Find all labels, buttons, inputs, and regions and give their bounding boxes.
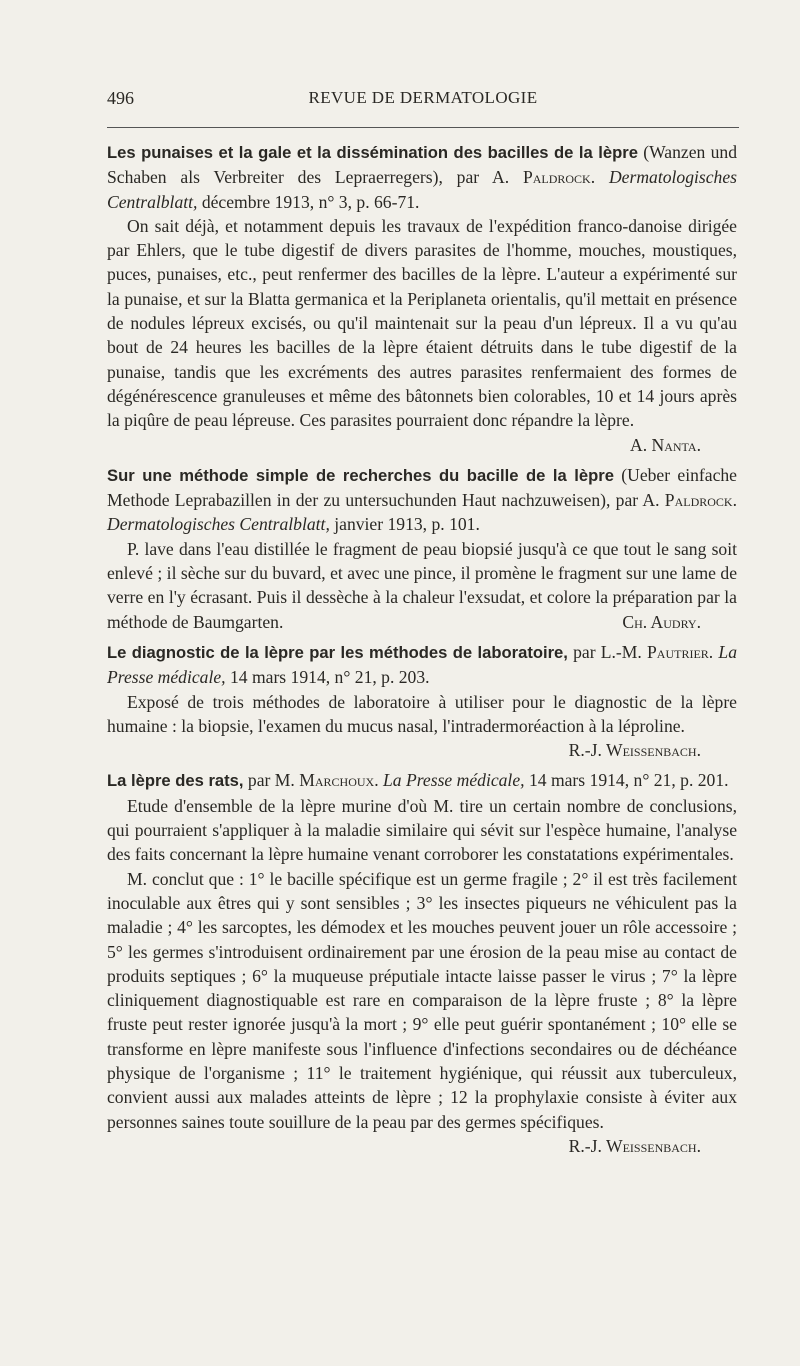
reference-text: (Ueber einfache Methode Leprabazillen in der zu untersuchunden Haut nachzuweisen), par A.: [107, 464, 737, 511]
reference-author: Marchoux: [299, 770, 375, 791]
reference-journal: Dermatologisches Centralblatt,: [107, 167, 737, 212]
reference-journal: Dermatologisches Centralblatt,: [107, 514, 330, 535]
abstract-body: On sait déjà, et notamment depuis les travaux de l'expédition franco-danoise dirigée par Ehlers, que le tube digestif de divers parasites de l'homme, mouches, moustiques, puces, punaises, etc., peut renfermer des bacilles de la lèpre. L'auteur a expérimenté sur la punaise, et sur la Blatta germanica et la Periplaneta orientalis, qu'il mettait en présence de nodules lépreux excisés, ou qu'il maintenait sur la peau d'un lépreux. Il a vu qu'au bout de 24 heures les bacilles de la lèpre étaient détruits dans le tube digestif de la punaise, tandis que les excréments des autres parasites renfermaient des formes de dégénérescence granuleuses et même des bâtonnets bien colorables, 10 et 14 jours après la piqûre de peau lépreuse. Ces parasites pourraient donc répandre la lèpre. A. Nanta.: [107, 214, 737, 433]
abstract-title: Sur une méthode simple de recherches du bacille de la lèpre: [107, 465, 614, 485]
abstract-entry: [107, 140, 737, 457]
abstract-title: La lèpre des rats,: [107, 771, 244, 791]
reference-text: (Wanzen und Schaben als Verbreiter des Lepraerregers), par A.: [107, 142, 737, 188]
abstract-body: P. lave dans l'eau distillée le fragment de peau biopsié jusqu'à ce que tout le sang soit enlevé ; il sèche sur du buvard, et avec une pince, il promène le fragment sur une lame de verre en l'y écrasant. Puis il dessèche à la chaleur l'exsudat, et colore la préparation par la méthode de Baumgarten. Ch. Audry.: [107, 537, 737, 634]
reference-text: .: [732, 490, 737, 511]
abstract-title: Les punaises et la gale et la dissémination des bacilles de la lèpre: [107, 143, 638, 162]
abstract-reference: [107, 463, 737, 537]
reviewer-signature: Ch. Audry.: [622, 611, 701, 632]
reference-author: Paldrock: [522, 167, 591, 188]
reference-text: 14 mars 1914, n° 21, p. 203.: [225, 667, 430, 688]
reviewer-signature: R.-J. Weissenbach.: [568, 740, 701, 761]
abstract-body-conclusions: M. conclut que : 1° le bacille spécifique est un germe fragile ; 2° il est très facilement inoculable aux êtres qui y sont sensibles ; 3° les insectes piqueurs ne véhiculent pas la maladie ; 4° les sarcoptes, les démodex et les mouches peuvent jouer un rôle accessoire ; 5° les germes s'introduisent ordinairement par une érosion de la peau mise au contact de produits septiques ; 6° la muqueuse préputiale intacte laisse passer le virus ; 7° la lèpre cliniquement diagnostiquable est rare en comparaison de la lèpre fruste ; 8° la lèpre fruste peut rester ignorée jusqu'à la mort ; 9° elle peut guérir spontanément ; 10° elle se transforme en lèpre manifeste sous l'influence d'infections secondaires ou de déchéance physique de l'organisme ; 11° le traitement hygiénique, qui réussit aux tuberculeux, convient aussi aux malades atteints de lèpre ; 12 la prophylaxie consiste à éviter aux personnes saines toute souillure de la peau par des germes spécifiques. R.-J. Weissenbach.: [107, 867, 737, 1134]
abstract-title: Le diagnostic de la lèpre par les méthodes de laboratoire,: [107, 642, 568, 662]
page-number: 496: [107, 88, 134, 108]
journal-title: REVUE DE DERMATOLOGIE: [308, 88, 538, 107]
running-head: [107, 88, 739, 112]
abstract-entry: [107, 768, 737, 1158]
abstract-entry: [107, 640, 737, 762]
abstract-body: Etude d'ensemble de la lèpre murine d'où M. tire un certain nombre de conclusions, qui pourraient s'appliquer à la maladie similaire qui sévit sur l'espèce humaine, l'analyse des faits concernant la lèpre humaine venant corroborer les constatations expérimentales.: [107, 795, 737, 865]
abstract-reference: [107, 640, 737, 690]
reference-text: décembre 1913, n° 3, p. 66-71.: [197, 191, 420, 212]
reference-text: .: [708, 641, 719, 662]
reviewer-signature: R.-J. Weissenbach.: [568, 1135, 701, 1156]
abstract-reference: [107, 140, 737, 214]
reference-journal: La Presse médicale,: [383, 770, 525, 791]
abstract-body: Exposé de trois méthodes de laboratoire à utiliser pour le diagnostic de la lèpre humaine : la biopsie, l'examen du mucus nasal, l'intradermoréaction à la léproline. R.-J. Weissenbach.: [107, 690, 737, 739]
reference-journal: La Presse médicale,: [107, 641, 737, 688]
abstract-reference: [107, 768, 737, 793]
reference-text: par L.-M.: [567, 641, 648, 662]
reference-text: janvier 1913, p. 101.: [329, 514, 480, 535]
page-body: [107, 140, 737, 1162]
reference-text: par M.: [243, 770, 300, 791]
reference-author: Paldrock: [664, 490, 733, 511]
reference-text: .: [374, 770, 383, 791]
header-rule: [107, 127, 739, 128]
reference-text: 14 mars 1914, n° 21, p. 201.: [524, 770, 729, 791]
reference-text: .: [590, 167, 609, 188]
abstract-entry: [107, 463, 737, 634]
reviewer-signature: A. Nanta.: [630, 434, 701, 455]
reference-author: Pautrier: [647, 641, 709, 662]
